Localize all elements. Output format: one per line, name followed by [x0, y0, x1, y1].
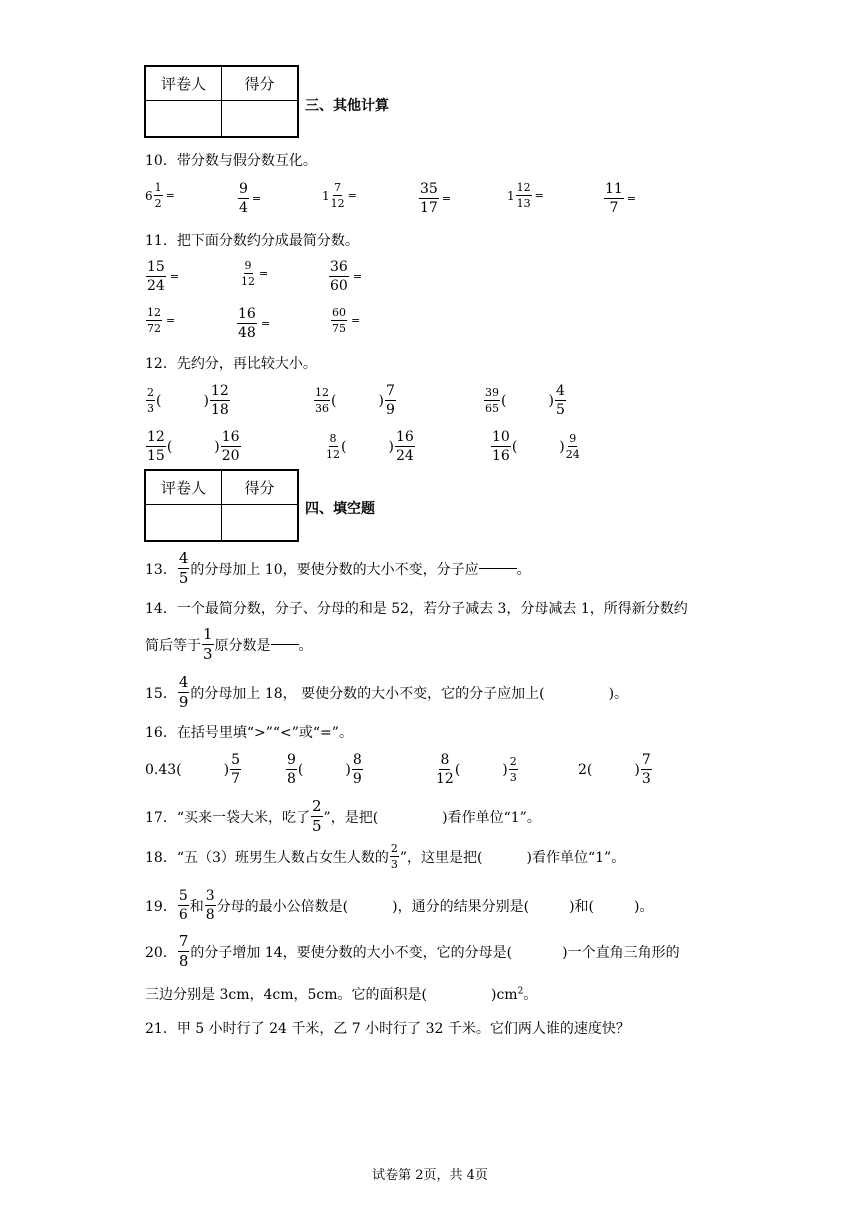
mixed-fraction-item: 1 $\frac{12}{13}$ = [507, 181, 544, 210]
compare-fraction-item: $\frac{2}{3}$ ( ) $\frac{12}{18}$ [147, 383, 229, 418]
question-21-text: 21．甲 5 小时行了 24 千米，乙 7 小时行了 32 千米。它们两人谁的速度快？ [145, 1021, 630, 1037]
question-11-text: 11．把下面分数约分成最简分数。 [145, 233, 359, 249]
compare-fraction-item: $\frac{8}{12}$ ( ) $\frac{16}{24}$ [326, 429, 414, 464]
score-table-grader-cell [145, 101, 222, 138]
compare-fraction-item: $\frac{10}{16}$ ( ) $\frac{9}{24}$ [492, 429, 580, 464]
question-13-text: 的分母加上 10，要使分数的大小不变，分子应 [190, 561, 479, 578]
mixed-fraction-item: 1 $\frac{7}{12}$ = [322, 181, 357, 210]
fraction: $\frac{12}{18}$ [210, 383, 229, 418]
fraction: $\frac{10}{16}$ [492, 429, 510, 464]
answer-blank[interactable] [271, 644, 299, 645]
fraction: $\frac{8}{12}$ [326, 432, 340, 461]
score-table-score-header: 得分 [222, 470, 299, 505]
reduce-fraction-item: $\frac{12}{72}$ = [147, 306, 176, 335]
mixed-fraction-item: $\frac{35}{17}$ = [420, 181, 452, 216]
fraction: $\frac{9}{8}$ [287, 752, 296, 787]
compare-item: $\frac{9}{8}$ ( ) $\frac{8}{9}$ [287, 752, 362, 787]
score-table-grader-cell [145, 505, 222, 542]
question-10-text: 10．带分数与假分数互化。 [145, 153, 317, 169]
fraction: $\frac{16}{24}$ [395, 429, 414, 464]
score-table [144, 65, 299, 138]
mixed-fraction-item: $\frac{9}{4}$ = [239, 181, 262, 216]
question-14-line-1: 14．一个最简分数，分子、分母的和是 52，若分子减去 3，分母减去 1，所得新分数约 [145, 601, 688, 617]
compare-fraction-item: $\frac{39}{65}$ ( ) $\frac{4}{5}$ [485, 383, 565, 418]
fraction: $\frac{35}{17}$ [420, 181, 438, 216]
fraction: $\frac{8}{12}$ [436, 752, 454, 787]
fraction: $\frac{8}{9}$ [352, 752, 362, 787]
section-title-fill-blank: 四、填空题 [305, 501, 375, 517]
answer-blank[interactable] [479, 568, 517, 569]
mixed-fraction-item: $\frac{11}{7}$ = [605, 181, 637, 216]
fraction: $\frac{15}{24}$ [147, 259, 165, 294]
mixed-fraction-item: 6 $\frac{1}{2}$ = [145, 181, 175, 210]
fraction: $\frac{9}{24}$ [565, 432, 580, 461]
reduce-fraction-item: $\frac{36}{60}$ = [330, 259, 363, 294]
section-title-other-calculation: 三、其他计算 [305, 98, 389, 114]
page-footer: 试卷第 2页，共 4页 [372, 1168, 488, 1183]
fraction: $\frac{16}{48}$ [238, 306, 256, 341]
reduce-fraction-item: $\frac{9}{12}$ = [241, 259, 269, 288]
question-14-line-2: 简后等于 $\frac{1}{3}$ 原分数是 。 [145, 625, 313, 663]
fraction: $\frac{3}{8}$ [205, 888, 215, 923]
fraction: $\frac{5}{6}$ [178, 888, 188, 923]
fraction: $\frac{2}{3}$ [147, 386, 154, 415]
fraction: $\frac{2}{3}$ [509, 755, 517, 784]
score-table [144, 469, 299, 542]
score-table-grader-header: 评卷人 [145, 66, 222, 101]
reduce-fraction-item: $\frac{15}{24}$ = [147, 259, 180, 294]
score-table-score-cell [222, 505, 299, 542]
compare-fraction-item: $\frac{12}{15}$ ( ) $\frac{16}{20}$ [147, 429, 240, 464]
fraction: $\frac{11}{7}$ [605, 181, 623, 216]
compare-item: $\frac{8}{12}$ ( ) $\frac{2}{3}$ [436, 752, 517, 787]
question-20: 20． $\frac{7}{8}$ 的分子增加 14，要使分数的大小不变，它的分母是( )一个直角三角形的 [145, 932, 680, 970]
question-12-text: 12．先约分，再比较大小。 [145, 356, 317, 372]
question-17: 17．“买来一袋大米，吃了 $\frac{2}{5}$ ”，是把( )看作单位“1”。 [145, 797, 541, 835]
fraction: $\frac{4}{5}$ [178, 549, 189, 587]
fraction: $\frac{9}{4}$ [239, 181, 248, 216]
score-table-score-header: 得分 [222, 66, 299, 101]
fraction: $\frac{7}{9}$ [385, 383, 395, 418]
compare-item: 0.43 ( ) $\frac{5}{7}$ [145, 752, 241, 787]
fraction: $\frac{1}{3}$ [203, 625, 213, 663]
fraction: $\frac{36}{60}$ [330, 259, 348, 294]
fraction: $\frac{12}{13}$ [516, 181, 531, 210]
compare-fraction-item: $\frac{12}{36}$ ( ) $\frac{7}{9}$ [315, 383, 395, 418]
fraction: $\frac{12}{72}$ [147, 306, 161, 335]
fraction: $\frac{16}{20}$ [221, 429, 240, 464]
question-18: 18．“五（3）班男生人数占女生人数的 $\frac{2}{3}$ ”，这里是把( )看作单位“1”。 [145, 842, 626, 871]
fraction: $\frac{7}{8}$ [178, 932, 189, 970]
fraction: $\frac{60}{75}$ [332, 306, 346, 335]
fraction: $\frac{9}{12}$ [241, 259, 255, 288]
question-15: 15． $\frac{4}{9}$ 的分母加上 18， 要使分数的大小不变，它的分子应加上( )。 [145, 673, 629, 711]
question-13-number: 13． [145, 561, 177, 578]
fraction: $\frac{12}{15}$ [147, 429, 165, 464]
fraction: $\frac{12}{36}$ [315, 386, 329, 415]
reduce-fraction-item: $\frac{60}{75}$ = [332, 306, 361, 335]
fraction: $\frac{2}{5}$ [311, 797, 322, 835]
reduce-fraction-item: $\frac{16}{48}$ = [238, 306, 271, 341]
question-16-text: 16．在括号里填“>”“<”或“=”。 [145, 725, 353, 741]
fraction: $\frac{7}{3}$ [641, 752, 651, 787]
fraction: $\frac{7}{12}$ [330, 181, 345, 210]
fraction: $\frac{2}{3}$ [390, 842, 398, 871]
score-table-score-cell [222, 101, 299, 138]
compare-item: 2 ( ) $\frac{7}{3}$ [578, 752, 651, 787]
question-19: 19． $\frac{5}{6}$ 和 $\frac{3}{8}$ 分母的最小公倍数是( )，通分的结果分别是( )和( )。 [145, 888, 654, 923]
fraction: $\frac{5}{7}$ [231, 752, 241, 787]
fraction: $\frac{39}{65}$ [485, 386, 499, 415]
fraction: $\frac{4}{9}$ [178, 673, 189, 711]
fraction: $\frac{1}{2}$ [154, 181, 162, 210]
question-15-text: 的分母加上 18， 要使分数的大小不变，它的分子应加上( [190, 685, 545, 702]
score-table-grader-header: 评卷人 [145, 470, 222, 505]
question-20-line-2: 三边分别是 3cm，4cm，5cm。它的面积是( )$cm^2$。 [145, 986, 538, 1003]
question-13: 13． $\frac{4}{5}$ 的分母加上 10，要使分数的大小不变，分子应 。 [145, 549, 531, 587]
fraction: $\frac{4}{5}$ [555, 383, 565, 418]
